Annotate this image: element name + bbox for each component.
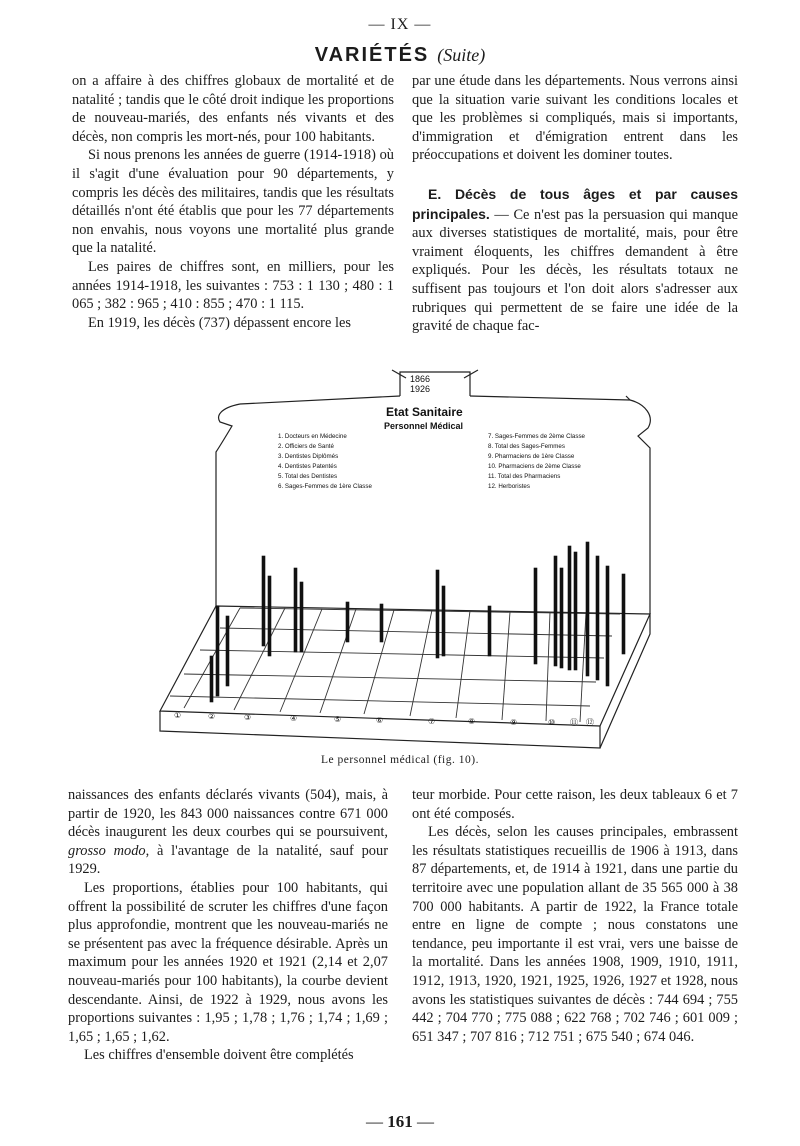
paragraph: teur morbide. Pour cette raison, les deux tableaux 6 et 7 ont été composés. [412,787,738,822]
title-text: VARIÉTÉS [314,44,430,66]
paragraph [68,786,388,879]
section-heading: E. Décès de tous âges et par causes principales. [412,185,738,222]
column-left-bottom [68,786,388,1065]
axis-mark: ⑩ [548,718,556,727]
section-e-paragraph [412,185,738,336]
paragraph: Les paires de chiffres sont, en milliers, pour les années 1914-1918, les suivantes : 753 : 1 130 ; 480 : 1 065 ; 382 : 965 ; 410 : 855 ; 470 : 1 115. [72,258,394,313]
legend-item: 1. Docteurs en Médecine [278,433,347,440]
column-left-top [72,72,394,332]
figure-subtitle: Personnel Médical [384,421,464,431]
figure-title: Etat Sanitaire [386,405,463,419]
paragraph: on a affaire à des chiffres globaux de mortalité et de natalité ; tandis que le côté droit indique les proportions de nouveau-mariés, des enfants nés vivants et des décès, non compris les mort-nés, pour 100 habitants. [72,73,394,145]
legend-item: 2. Officiers de Santé [278,443,334,450]
legend-item: 12. Herboristes [488,483,530,490]
legend-item: 9. Pharmaciens de 1ère Classe [488,453,575,460]
paragraph-text: naissances des enfants déclarés vivants (504), mais, à partir de 1920, les 843 000 naissances contre 671 000 décès inaugurent les deux courbes qui se poursuivent, [68,787,388,841]
legend-item: 8. Total des Sages-Femmes [488,443,565,450]
legend-item: 10. Pharmaciens de 2ème Classe [488,463,581,470]
legend-item: 6. Sages-Femmes de 1ère Classe [278,483,372,490]
column-right-top [412,72,738,336]
figure-year-start: 1866 [410,374,431,384]
figure-year-end: 1926 [410,384,431,394]
section-title [0,44,800,67]
axis-mark: ⑥ [376,716,384,725]
axis-mark: ⑪ [570,718,578,727]
paragraph: Si nous prenons les années de guerre (1914-1918) où il s'agit d'une évaluation pour 90 départements, y compris les décès des militaires, tandis que les résultats détaillés n'ont été établis que pour les 77 départements non envahis, nous voyons une mortalité plus grande que la natalité. [72,147,394,257]
axis-mark: ② [208,712,216,721]
legend-item: 4. Dentistes Patentés [278,463,337,470]
axis-mark: ③ [244,713,252,722]
roman-page-number: — IX — [368,16,432,33]
page-number: 161 [387,1112,413,1131]
legend-item: 11. Total des Pharmaciens [488,473,561,480]
title-suite: (Suite) [437,45,486,65]
axis-mark: ⑨ [510,718,518,727]
paragraph: par une étude dans les départements. Nous verrons ainsi que la situation varie suivant les conditions locales et que les problèmes si compliqués, mais si importants, d'immigration et d'émigration entrent dans les préoccupations et doivent les dominer toutes. [412,73,738,164]
paragraph: En 1919, les décès (737) dépassent encore les [88,314,351,331]
paragraph: Les décès, selon les causes principales, embrassent les résultats statistiques recueillis de 1906 à 1913, dans 87 départements, et, de 1914 à 1921, dans une partie du territoire avec une population allant de 35 565 000 à 38 700 000 habitants. A partir de 1922, la France totale entre en ligne de compte ; nous constatons une tendance, peu importante il est vrai, vers une baisse de la mortalité. Dans les années 1908, 1909, 1910, 1911, 1912, 1913, 1920, 1921, 1925, 1926, 1927 et 1928, nous avons les statistiques suivantes de décès : 744 694 ; 755 442 ; 704 770 ; 775 088 ; 622 768 ; 702 746 ; 601 009 ; 651 347 ; 707 816 ; 712 751 ; 675 540 ; 674 046. [412,824,738,1045]
axis-mark: ⑧ [468,717,476,726]
axis-mark: ④ [290,714,298,723]
paragraph-text: , à l'avantage de la natalité, sauf pour 1929. [68,842,388,878]
figure-caption: Le personnel médical (fig. 10). [321,754,479,766]
figure-drawing [150,356,670,751]
section-body: — Ce n'est pas la persuasion qui manque aux diverses statistiques de mortalité, mais, pour être vraiment éloquents, les chiffres demandent à être expliqués. Pour les décès, les résultats totaux ne suffisent pas toujours et l'on doit alors s'adresser aux rubriques qui permettent de se faire une idée de la gravité de chaque fac- [412,206,738,335]
axis-mark: ⑦ [428,717,436,726]
axis-mark: ⑤ [334,715,342,724]
legend-item: 7. Sages-Femmes de 2ème Classe [488,433,585,440]
column-right-bottom [412,786,738,1046]
footer-dash: — [366,1112,383,1131]
page-footer [0,1112,800,1132]
legend-item: 5. Total des Dentistes [278,473,338,480]
legend-item: 3. Dentistes Diplômés [278,453,339,460]
paragraph: Les chiffres d'ensemble doivent être complétés [84,1047,354,1064]
axis-mark: ⑫ [586,718,594,727]
italic-phrase: grosso modo [68,842,146,859]
paragraph: Les proportions, établies pour 100 habitants, qui offrent la possibilité de scruter les chiffres d'une façon plus approfondie, montrent que les nouveau-mariés ne se présentent pas avec la fréquence désirable. Après un maximum pour les années 1920 et 1921 (2,14 et 2,07 nouveau-mariés pour 100 habitants), la courbe devient descendante. Ainsi, de 1922 à 1929, nous avons les proportions suivantes : 1,95 ; 1,78 ; 1,76 ; 1,74 ; 1,69 ; 1,65 ; 1,65 ; 1,62. [68,879,388,1045]
figure-medical-personnel [150,356,670,751]
footer-dash: — [417,1112,434,1131]
axis-mark: ① [174,711,182,720]
